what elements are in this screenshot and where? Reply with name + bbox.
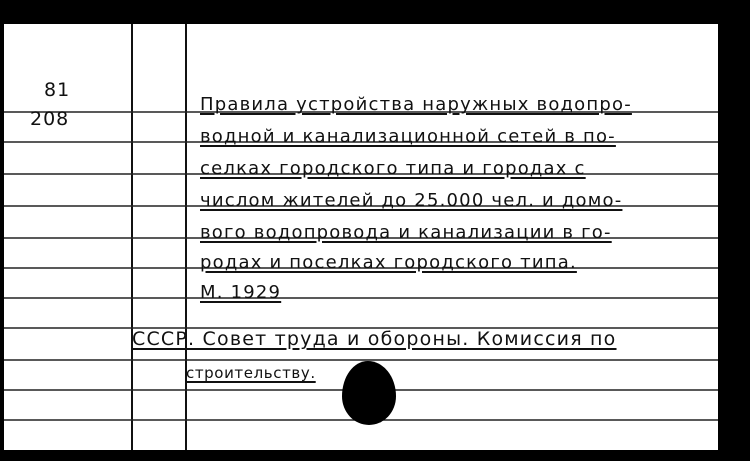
author-line: СССР. Совет труда и обороны. Комиссия по [132,328,617,350]
title-line-3: селках городского типа и городах с [200,158,586,179]
title-line-2: водной и канализационной сетей в по- [200,126,616,147]
title-line-4: числом жителей до 25.000 чел. и домо- [200,190,623,211]
call-number-bottom: 208 [30,108,70,130]
title-line-6: родах и поселках городского типа. [200,252,577,273]
scan-border [718,0,750,461]
title-line-1: Правила устройства наружных водопро- [200,94,632,115]
author-line-continued: строительству. [186,364,316,382]
catalog-card [4,24,718,450]
call-number-top: 81 [44,79,71,101]
title-line-5: вого водопровода и канализации в го- [200,222,612,243]
publication-place-year: М. 1929 [200,282,282,303]
punch-hole [342,361,396,425]
